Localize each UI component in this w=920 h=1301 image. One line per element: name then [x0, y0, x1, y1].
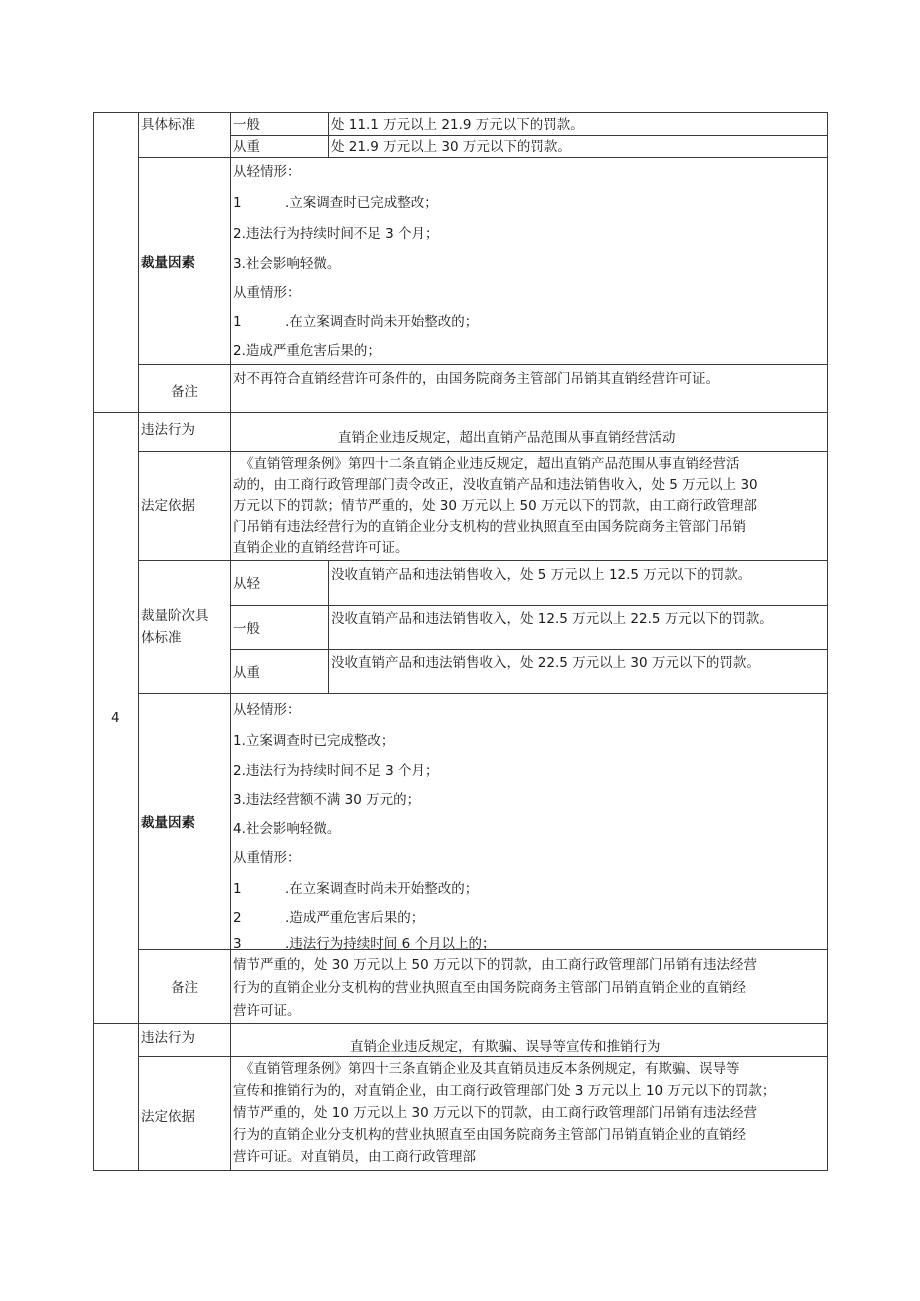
factor-line: 1 — [233, 314, 242, 330]
violation-label: 违法行为 — [141, 1030, 195, 1046]
level-text: 没收直销产品和违法销售收入，处 12.5 万元以上 22.5 万元以下的罚款。 — [331, 611, 773, 627]
standard-label: 体标准 — [141, 630, 182, 646]
factors-label: 裁量因素 — [141, 815, 195, 831]
grid-line — [93, 1023, 828, 1024]
factor-line: 1.立案调查时已完成整改； — [233, 733, 395, 749]
factor-line: 3.社会影响轻微。 — [233, 256, 341, 272]
basis-line: 直销企业的直销经营许可证。 — [233, 540, 409, 556]
factor-line: .造成严重危害后果的； — [285, 910, 425, 926]
grid-line — [93, 412, 828, 413]
grid-line — [93, 112, 828, 113]
grid-line — [138, 157, 828, 158]
factor-line: 从重情形： — [233, 285, 301, 301]
factor-line: 1 — [233, 195, 242, 211]
remark-line: 行为的直销企业分支机构的营业执照直至由国务院商务主管部门吊销直销企业的直销经 — [233, 980, 746, 996]
grid-line — [138, 1056, 828, 1057]
factor-line: .在立案调查时尚未开始整改的； — [285, 314, 479, 330]
factor-line: .违法行为持续时间 6 个月以上的； — [285, 936, 496, 952]
basis-line: 《直销管理条例》第四十三条直销企业及其直销员违反本条例规定，有欺骗、误导等 — [240, 1061, 740, 1077]
factors-label: 裁量因素 — [141, 255, 195, 271]
grid-line — [230, 605, 828, 606]
factor-line: .在立案调查时尚未开始整改的； — [285, 881, 479, 897]
level-text: 处 11.1 万元以上 21.9 万元以下的罚款。 — [331, 117, 584, 133]
basis-line: 万元以下的罚款；情节严重的，处 30 万元以上 50 万元以下的罚款，由工商行政管理部 — [233, 498, 758, 514]
standard-label: 裁量阶次具 — [141, 608, 209, 624]
standard-label: 具体标准 — [141, 117, 195, 133]
grid-line — [138, 451, 828, 452]
grid-line — [138, 364, 828, 365]
factor-line: 4.社会影响轻微。 — [233, 821, 341, 837]
factor-line: 3.违法经营额不满 30 万元的； — [233, 792, 421, 808]
factor-line: 2.违法行为持续时间不足 3 个月； — [233, 763, 439, 779]
grid-line — [328, 560, 329, 693]
basis-line: 动的，由工商行政管理部门责令改正，没收直销产品和违法销售收入，处 5 万元以上 30 — [233, 477, 758, 493]
level-text: 处 21.9 万元以上 30 万元以下的罚款。 — [331, 139, 571, 155]
violation-text: 直销企业违反规定，有欺骗、误导等宣传和推销行为 — [350, 1039, 661, 1055]
grid-line — [230, 649, 828, 650]
factor-line: .立案调查时已完成整改； — [285, 195, 438, 211]
factor-line: 2.造成严重危害后果的； — [233, 343, 381, 359]
grid-line — [230, 135, 828, 136]
factor-line: 从轻情形： — [233, 702, 301, 718]
basis-line: 情节严重的，处 10 万元以上 30 万元以下的罚款，由工商行政管理部门吊销有违法经营 — [233, 1105, 758, 1121]
grid-line — [138, 112, 139, 1171]
basis-line: 门吊销有违法经营行为的直销企业分支机构的营业执照直至由国务院商务主管部门吊销 — [233, 519, 746, 535]
level-label: 一般 — [233, 117, 260, 133]
grid-line — [93, 1170, 828, 1171]
violation-text: 直销企业违反规定，超出直销产品范围从事直销经营活动 — [338, 430, 676, 446]
level-label: 从重 — [233, 139, 260, 155]
factor-line: 2 — [233, 910, 242, 926]
basis-line: 行为的直销企业分支机构的营业执照直至由国务院商务主管部门吊销直销企业的直销经 — [233, 1127, 746, 1143]
remark-line: 情节严重的，处 30 万元以上 50 万元以下的罚款，由工商行政管理部门吊销有违法经营 — [233, 957, 758, 973]
level-label: 一般 — [233, 621, 260, 637]
level-text: 没收直销产品和违法销售收入，处 5 万元以上 12.5 万元以下的罚款。 — [331, 567, 752, 583]
basis-line: 营许可证。对直销员，由工商行政管理部 — [233, 1149, 476, 1165]
remark-text: 对不再符合直销经营许可条件的，由国务院商务主管部门吊销其直销经营许可证。 — [233, 371, 719, 387]
grid-line — [230, 112, 231, 1171]
basis-label: 法定依据 — [141, 1109, 195, 1125]
factor-line: 从重情形： — [233, 850, 301, 866]
factor-line: 1 — [233, 881, 242, 897]
factor-line: 从轻情形： — [233, 164, 301, 180]
level-label: 从轻 — [233, 576, 260, 592]
violation-label: 违法行为 — [141, 422, 195, 438]
basis-line: 《直销管理条例》第四十二条直销企业违反规定，超出直销产品范围从事直销经营活 — [240, 456, 740, 472]
remark-label: 备注 — [171, 980, 198, 996]
remark-line: 营许可证。 — [233, 1003, 301, 1019]
basis-line: 宣传和推销行为的，对直销企业，由工商行政管理部门处 3 万元以上 10 万元以下的罚款； — [233, 1083, 776, 1099]
grid-line — [138, 560, 828, 561]
level-text: 没收直销产品和违法销售收入，处 22.5 万元以上 30 万元以下的罚款。 — [331, 655, 760, 671]
grid-line — [827, 112, 828, 1171]
factor-line: 2.违法行为持续时间不足 3 个月； — [233, 226, 439, 242]
factor-line: 3 — [233, 936, 242, 952]
grid-line — [93, 112, 94, 1171]
remark-label: 备注 — [171, 384, 198, 400]
basis-label: 法定依据 — [141, 498, 195, 514]
grid-line — [138, 693, 828, 694]
level-label: 从重 — [233, 665, 260, 681]
row-number: 4 — [111, 710, 120, 726]
